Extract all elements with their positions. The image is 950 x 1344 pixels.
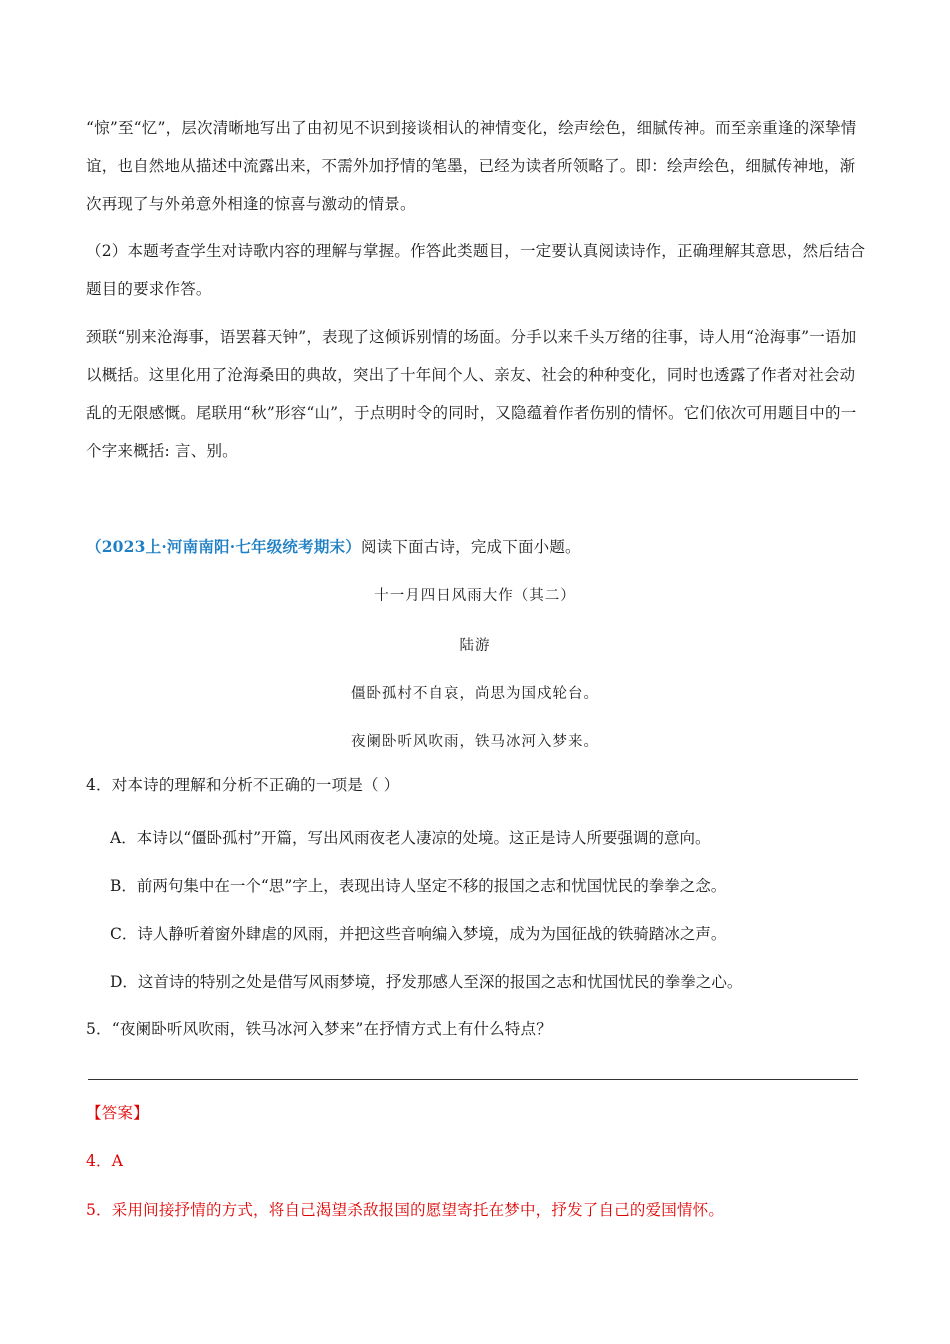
poem-line-1: 僵卧孤村不自哀，尚思为国戍轮台。 xyxy=(351,686,599,702)
answer-line xyxy=(88,1079,858,1080)
poem-line-2: 夜阑卧听风吹雨，铁马冰河入梦来。 xyxy=(351,734,599,750)
analysis-paragraph-2: （2）本题考查学生对诗歌内容的理解与掌握。作答此类题目，一定要认真阅读诗作，正确理解其意思，然后结合题目的要求作答。 xyxy=(86,242,866,298)
option-c: C．诗人静听着窗外肆虐的风雨，并把这些音响编入梦境，成为为国征战的铁骑踏冰之声。 xyxy=(110,925,727,943)
poem-author: 陆游 xyxy=(459,638,491,654)
option-b: B．前两句集中在一个“思”字上，表现出诗人坚定不移的报国之志和忧国忧民的拳拳之念。 xyxy=(110,877,727,895)
option-d: D．这首诗的特别之处是借写风雨梦境，抒发那感人至深的报国之志和忧国忧民的拳拳之心。 xyxy=(110,973,743,991)
analysis-paragraph-1: “惊”至“忆”，层次清晰地写出了由初见不识到接谈相认的神情变化，绘声绘色，细腻传神。而至亲重逢的深挚情谊，也自然地从描述中流露出来，不需外加抒情的笔墨，已经为读者所领略了。即：绘声绘色，细腻传神地，渐次再现了与外弟意外相逢的惊喜与激动的情景。 xyxy=(86,119,857,213)
question-intro: 阅读下面古诗，完成下面小题。 xyxy=(360,538,581,556)
question-source: （2023上·河南南阳·七年级统考期末） xyxy=(86,537,361,556)
answer-label: 【答案】 xyxy=(86,1104,149,1122)
analysis-paragraph-3: 颈联“别来沧海事，语罢暮天钟”，表现了这倾诉别情的场面。分手以来千头万绪的往事，诗人用“沧海事”一语加以概括。这里化用了沧海桑田的典故，突出了十年间个人、亲友、社会的种种变化，同时也透露了作者对社会动乱的无限感慨。尾联用“秋”形容“山”，于点明时令的同时，又隐蕴着作者伤别的情怀。它们依次可用题目中的一个字来概括: 言、别。 xyxy=(86,328,857,460)
answer-5: 5．采用间接抒情的方式，将自己渴望杀敌报国的愿望寄托在梦中，抒发了自己的爱国情怀。 xyxy=(86,1201,725,1219)
question-4: 4．对本诗的理解和分析不正确的一项是（ ） xyxy=(86,776,400,794)
question-heading xyxy=(86,528,866,566)
poem-title: 十一月四日风雨大作（其二） xyxy=(374,588,576,604)
option-a: A．本诗以“僵卧孤村”开篇，写出风雨夜老人凄凉的处境。这正是诗人所要强调的意向。 xyxy=(110,829,711,847)
answer-4: 4．A xyxy=(86,1152,124,1170)
question-5: 5．“夜阑卧听风吹雨，铁马冰河入梦来”在抒情方式上有什么特点？ xyxy=(86,1020,552,1038)
